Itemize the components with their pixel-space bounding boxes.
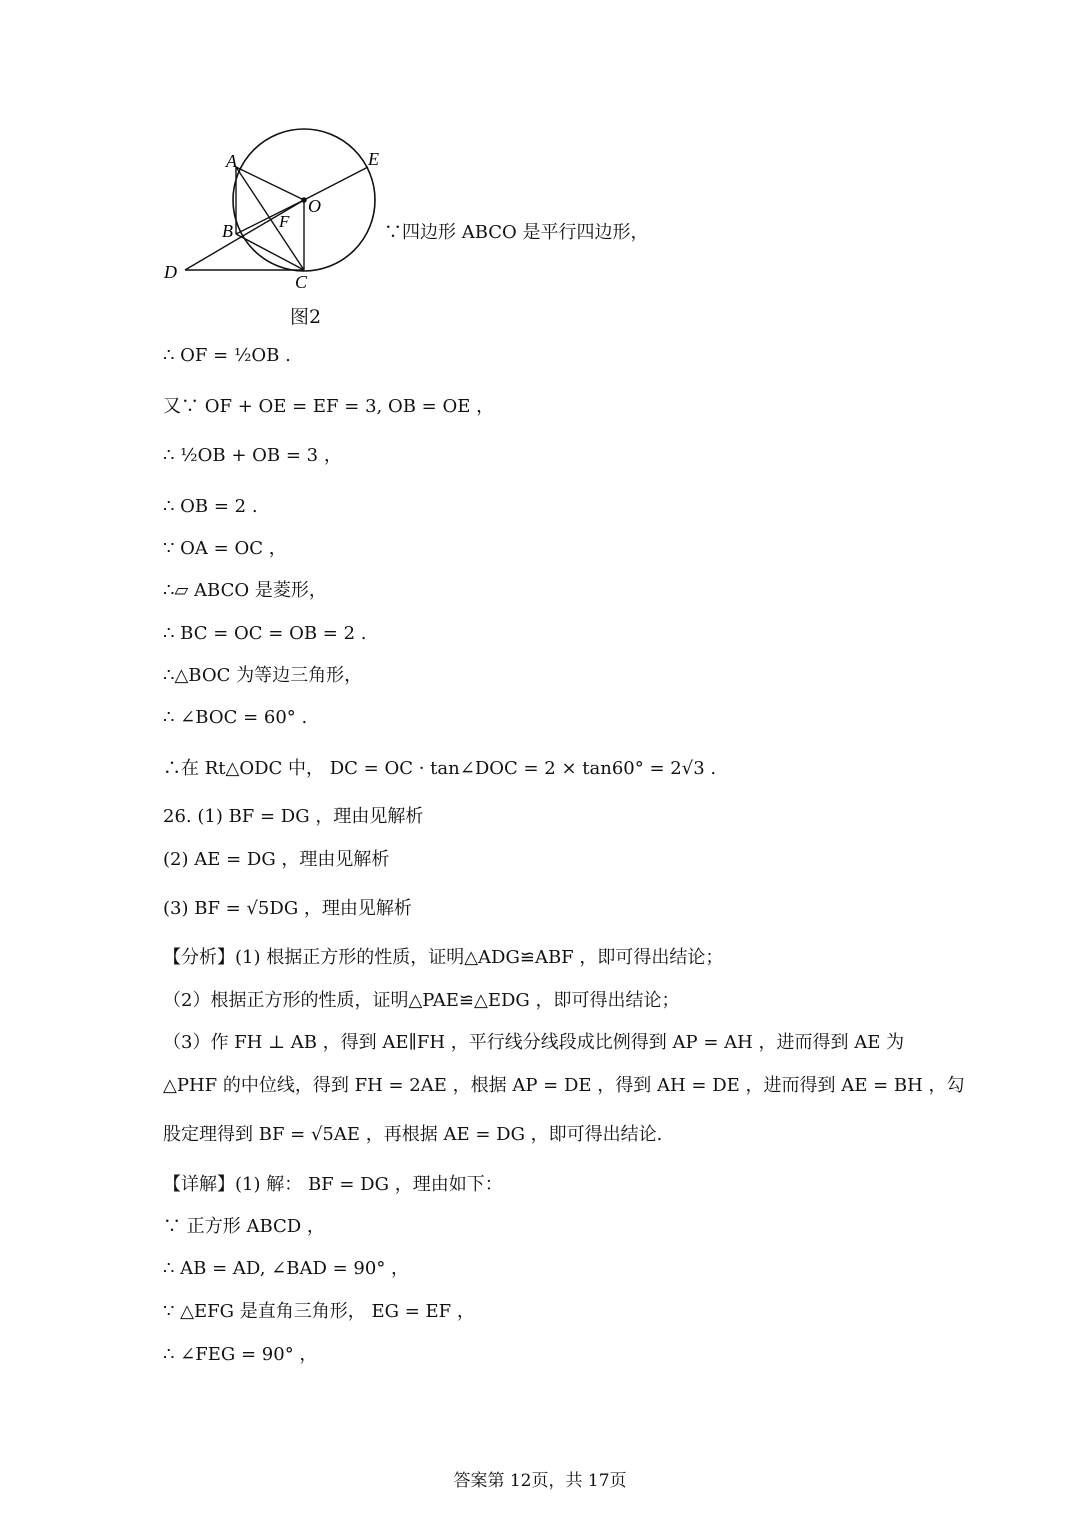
text-line: △PHF 的中位线，得到 FH = 2AE ，根据 AP = DE ，得到 AH = DE ，进而得到 AE = BH ，勾 [163,1075,965,1096]
text-line: ∴ ∠BOC = 60° . [163,707,308,728]
text-line: 【分析】(1) 根据正方形的性质，证明△ADG≌ABF ，即可得出结论； [163,947,724,968]
page-footer: 答案第 12页，共 17页 [453,1471,627,1491]
label-b: B [222,221,233,241]
label-e: E [368,149,379,169]
text-line: 26. (1) BF = DG ，理由见解析 [163,806,424,827]
text-line: ∴ ½OB + OB = 3 ， [163,445,342,466]
circle-diagram [150,120,390,320]
figure-caption: 图2 [290,306,322,328]
text-line: ∴ BC = OC = OB = 2 . [163,623,367,644]
segment-ac [236,167,304,270]
text-line: （2）根据正方形的性质，证明△PAE≌△EDG ，即可得出结论； [163,990,680,1011]
text-line: (2) AE = DG ，理由见解析 [163,849,390,870]
text-line: ∴在 Rt△ODC 中， DC = OC · tan∠DOC = 2 × tan60° = 2√3 . [163,758,717,779]
text-line: (3) BF = √5DG ，理由见解析 [163,898,412,919]
text-line: 股定理得到 BF = √5AE ，再根据 AE = DG ，即可得出结论. [163,1124,663,1145]
text-line: ∴△BOC 为等边三角形， [163,665,363,686]
label-d: D [164,262,177,282]
text-line: ∴ AB = AD, ∠BAD = 90° ， [163,1258,410,1279]
text-line: （3）作 FH ⊥ AB ，得到 AE∥FH ，平行线分线段成比例得到 AP = AH ，进而得到 AE 为 [163,1032,905,1053]
text-line: ∵ 正方形 ABCD ， [163,1216,325,1237]
text-line: ∵ △EFG 是直角三角形， EG = EF ， [163,1301,475,1322]
text-line: 【详解】(1) 解： BF = DG ，理由如下： [163,1174,503,1195]
label-c: C [295,272,308,292]
text-line: ∴▱ ABCO 是菱形， [163,580,327,601]
text-line: ∴ OB = 2 . [163,496,258,517]
text-line: ∴ OF = ½OB . [163,345,291,366]
center-point [301,197,307,203]
label-a: A [226,151,237,171]
label-o: O [308,196,321,216]
text-line: ∵ OA = OC ， [163,538,287,559]
text-line: 又∵ OF + OE = EF = 3, OB = OE ， [163,396,495,417]
label-f: F [279,212,290,231]
segment-do [185,200,304,270]
text-line: ∴ ∠FEG = 90° ， [163,1344,318,1365]
segment-bo [236,200,304,234]
segment-bc [236,234,304,270]
figure-side-text: ∵四边形 ABCO 是平行四边形， [384,222,649,243]
geometry-figure [150,120,390,320]
